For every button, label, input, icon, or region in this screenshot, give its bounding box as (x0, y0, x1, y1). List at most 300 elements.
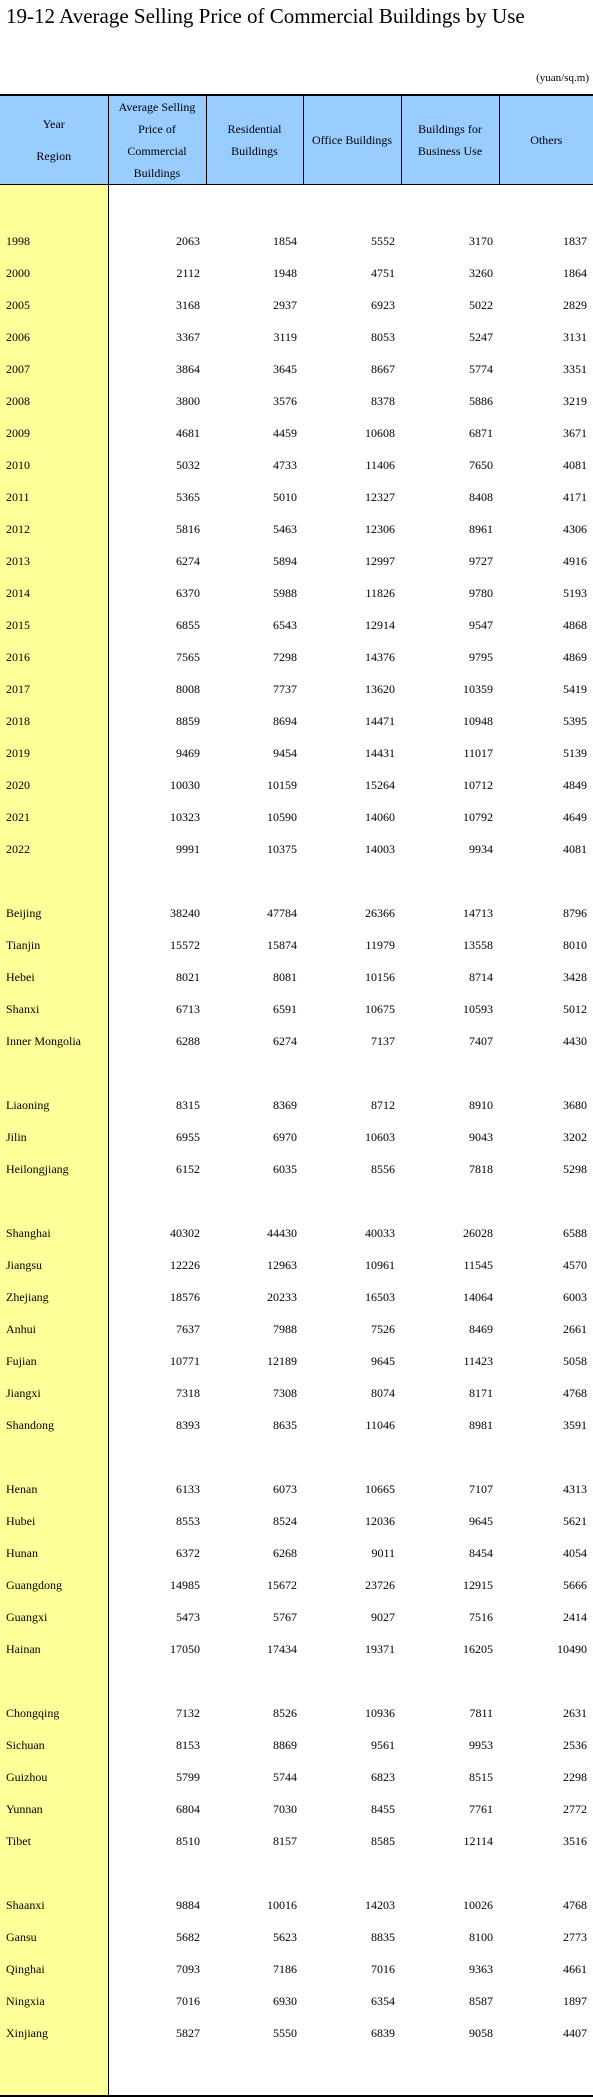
spacer-cell (108, 1857, 206, 1889)
row-label: Fujian (0, 1345, 108, 1377)
value-cell: 9991 (176, 841, 200, 856)
spacer-cell (401, 1665, 499, 1697)
value-cell: 10948 (463, 713, 493, 728)
row-label: Shanxi (0, 993, 108, 1025)
spacer-cell (108, 1057, 206, 1089)
value-cell: 4430 (563, 1033, 587, 1048)
value-cell: 12226 (170, 1257, 200, 1272)
value-cell: 10323 (170, 809, 200, 824)
value-cell: 8859 (176, 713, 200, 728)
value-cell: 3260 (469, 265, 493, 280)
value-cell: 3864 (176, 361, 200, 376)
table-row (0, 1793, 593, 1825)
table-row (0, 1249, 593, 1281)
value-cell: 7650 (469, 457, 493, 472)
value-cell: 9469 (176, 745, 200, 760)
value-cell: 5682 (176, 1929, 200, 1944)
table-row (0, 609, 593, 641)
table-row (0, 1377, 593, 1409)
row-label: Hebei (0, 961, 108, 993)
value-cell: 4868 (563, 617, 587, 632)
table-row (0, 1313, 593, 1345)
value-cell: 12306 (365, 521, 395, 536)
row-label: 2019 (0, 737, 108, 769)
value-cell: 3119 (273, 329, 297, 344)
value-cell: 10016 (267, 1897, 297, 1912)
row-label: 2017 (0, 673, 108, 705)
table-row (0, 1761, 593, 1793)
value-cell: 6955 (176, 1129, 200, 1144)
value-cell: 8369 (273, 1097, 297, 1112)
value-cell: 17434 (267, 1641, 297, 1656)
row-label: Shandong (0, 1409, 108, 1441)
table-row (0, 2017, 593, 2049)
value-cell: 6372 (176, 1545, 200, 1560)
value-cell: 3367 (176, 329, 200, 344)
table-row (0, 289, 593, 321)
value-cell: 11046 (365, 1417, 395, 1432)
value-cell: 5419 (563, 681, 587, 696)
value-cell: 8556 (371, 1161, 395, 1176)
value-cell: 8526 (273, 1705, 297, 1720)
value-cell: 8869 (273, 1737, 297, 1752)
value-cell: 8469 (469, 1321, 493, 1336)
value-cell: 3645 (273, 361, 297, 376)
value-cell: 8100 (469, 1929, 493, 1944)
value-cell: 3131 (563, 329, 587, 344)
row-label: Guizhou (0, 1761, 108, 1793)
value-cell: 3576 (273, 393, 297, 408)
header-office: Office Buildings (303, 95, 401, 185)
value-cell: 2298 (563, 1769, 587, 1784)
table-row (0, 1985, 593, 2017)
table-row (0, 1633, 593, 1665)
value-cell: 6288 (176, 1033, 200, 1048)
row-label: Jiangxi (0, 1377, 108, 1409)
value-cell: 8454 (469, 1545, 493, 1560)
value-cell: 9934 (469, 841, 493, 856)
value-cell: 7318 (176, 1385, 200, 1400)
value-cell: 3671 (563, 425, 587, 440)
spacer-cell (499, 1185, 593, 1217)
row-label: Tibet (0, 1825, 108, 1857)
row-label: Yunnan (0, 1793, 108, 1825)
row-label: Beijing (0, 897, 108, 929)
spacer-cell (206, 1057, 303, 1089)
row-label: Zhejiang (0, 1281, 108, 1313)
spacer-cell (0, 1857, 108, 1889)
row-label: 2007 (0, 353, 108, 385)
table-row (0, 449, 593, 481)
header-business: Buildings for Business Use (401, 95, 499, 185)
value-cell: 10490 (557, 1641, 587, 1656)
value-cell: 7107 (469, 1481, 493, 1496)
value-cell: 12997 (365, 553, 395, 568)
value-cell: 1864 (563, 265, 587, 280)
spacer-cell (499, 865, 593, 897)
value-cell: 14003 (365, 841, 395, 856)
value-cell: 17050 (170, 1641, 200, 1656)
value-cell: 7737 (273, 681, 297, 696)
value-cell: 7137 (371, 1033, 395, 1048)
table-row (0, 737, 593, 769)
spacer-cell (303, 1665, 401, 1697)
value-cell: 5010 (273, 489, 297, 504)
row-label: 1998 (0, 225, 108, 257)
spacer-row (0, 1185, 593, 1217)
value-cell: 14064 (463, 1289, 493, 1304)
value-cell: 6804 (176, 1801, 200, 1816)
value-cell: 9058 (469, 2025, 493, 2040)
value-cell: 6588 (563, 1225, 587, 1240)
value-cell: 8408 (469, 489, 493, 504)
row-label: Chongqing (0, 1697, 108, 1729)
table-row (0, 1921, 593, 1953)
value-cell: 3516 (563, 1833, 587, 1848)
value-cell: 10159 (267, 777, 297, 792)
spacer-row (0, 1857, 593, 1889)
value-cell: 5767 (273, 1609, 297, 1624)
row-label: Hainan (0, 1633, 108, 1665)
row-label: Shanghai (0, 1217, 108, 1249)
table-row (0, 801, 593, 833)
value-cell: 8524 (273, 1513, 297, 1528)
value-cell: 5799 (176, 1769, 200, 1784)
row-label: Qinghai (0, 1953, 108, 1985)
spacer-cell (0, 1057, 108, 1089)
value-cell: 12036 (365, 1513, 395, 1528)
value-cell: 7186 (273, 1961, 297, 1976)
spacer-cell (499, 1441, 593, 1473)
value-cell: 15874 (267, 937, 297, 952)
row-label: Jiangsu (0, 1249, 108, 1281)
table-row (0, 1409, 593, 1441)
header-row (0, 95, 593, 185)
value-cell: 2536 (563, 1737, 587, 1752)
table-row (0, 1729, 593, 1761)
value-cell: 11423 (463, 1353, 493, 1368)
value-cell: 8910 (469, 1097, 493, 1112)
row-label: Hunan (0, 1537, 108, 1569)
value-cell: 9953 (469, 1737, 493, 1752)
spacer-cell (499, 1057, 593, 1089)
row-label: 2020 (0, 769, 108, 801)
row-label: Xinjiang (0, 2017, 108, 2049)
spacer-cell (303, 1857, 401, 1889)
value-cell: 10771 (170, 1353, 200, 1368)
value-cell: 10590 (267, 809, 297, 824)
value-cell: 7093 (176, 1961, 200, 1976)
value-cell: 6930 (273, 1993, 297, 2008)
value-cell: 8667 (371, 361, 395, 376)
table-row (0, 321, 593, 353)
value-cell: 40033 (365, 1225, 395, 1240)
spacer-cell (499, 1665, 593, 1697)
value-cell: 8157 (273, 1833, 297, 1848)
table-row (0, 673, 593, 705)
value-cell: 6855 (176, 617, 200, 632)
value-cell: 10712 (463, 777, 493, 792)
value-cell: 14471 (365, 713, 395, 728)
value-cell: 6274 (273, 1033, 297, 1048)
value-cell: 8835 (371, 1929, 395, 1944)
row-label: 2000 (0, 257, 108, 289)
spacer-cell (303, 1185, 401, 1217)
row-label: 2008 (0, 385, 108, 417)
row-label: 2011 (0, 481, 108, 513)
value-cell: 9645 (469, 1513, 493, 1528)
value-cell: 6923 (371, 297, 395, 312)
value-cell: 7988 (273, 1321, 297, 1336)
value-cell: 8008 (176, 681, 200, 696)
spacer-row (0, 1057, 593, 1089)
value-cell: 9043 (469, 1129, 493, 1144)
value-cell: 15672 (267, 1577, 297, 1592)
header-residential: Residential Buildings (206, 95, 303, 185)
row-label: Hubei (0, 1505, 108, 1537)
value-cell: 10593 (463, 1001, 493, 1016)
table-row (0, 353, 593, 385)
row-label: 2006 (0, 321, 108, 353)
value-cell: 8694 (273, 713, 297, 728)
row-label: Shaanxi (0, 1889, 108, 1921)
value-cell: 9547 (469, 617, 493, 632)
row-label: 2010 (0, 449, 108, 481)
spacer-cell (108, 1441, 206, 1473)
table-row (0, 1569, 593, 1601)
value-cell: 10026 (463, 1897, 493, 1912)
value-cell: 15264 (365, 777, 395, 792)
value-cell: 8153 (176, 1737, 200, 1752)
value-cell: 4768 (563, 1385, 587, 1400)
spacer-cell (303, 185, 401, 226)
spacer-cell (206, 185, 303, 226)
row-label: Ningxia (0, 1985, 108, 2017)
spacer-cell (206, 1857, 303, 1889)
table-row (0, 1473, 593, 1505)
value-cell: 8712 (371, 1097, 395, 1112)
value-cell: 6035 (273, 1161, 297, 1176)
value-cell: 12327 (365, 489, 395, 504)
value-cell: 2937 (273, 297, 297, 312)
row-label: 2012 (0, 513, 108, 545)
value-cell: 6823 (371, 1769, 395, 1784)
row-label: Henan (0, 1473, 108, 1505)
value-cell: 8010 (563, 937, 587, 952)
value-cell: 4849 (563, 777, 587, 792)
value-cell: 3800 (176, 393, 200, 408)
spacer-cell (0, 1185, 108, 1217)
value-cell: 4313 (563, 1481, 587, 1496)
table-row (0, 641, 593, 673)
value-cell: 8074 (371, 1385, 395, 1400)
value-cell: 7132 (176, 1705, 200, 1720)
value-cell: 9454 (273, 745, 297, 760)
value-cell: 11826 (365, 585, 395, 600)
value-cell: 6543 (273, 617, 297, 632)
value-cell: 10608 (365, 425, 395, 440)
table-row (0, 385, 593, 417)
value-cell: 10675 (365, 1001, 395, 1016)
value-cell: 16503 (365, 1289, 395, 1304)
spacer-row (0, 865, 593, 897)
spacer-cell (401, 185, 499, 226)
value-cell: 12189 (267, 1353, 297, 1368)
value-cell: 5058 (563, 1353, 587, 1368)
value-cell: 5365 (176, 489, 200, 504)
value-cell: 1897 (563, 1993, 587, 2008)
table-row (0, 1825, 593, 1857)
value-cell: 8378 (371, 393, 395, 408)
spacer-cell (401, 1057, 499, 1089)
value-cell: 9561 (371, 1737, 395, 1752)
table-row (0, 897, 593, 929)
value-cell: 5744 (273, 1769, 297, 1784)
spacer-cell (303, 1057, 401, 1089)
spacer-cell (401, 865, 499, 897)
value-cell: 15572 (170, 937, 200, 952)
value-cell: 4733 (273, 457, 297, 472)
value-cell: 3170 (469, 233, 493, 248)
table-row (0, 1537, 593, 1569)
row-label: 2015 (0, 609, 108, 641)
value-cell: 38240 (170, 905, 200, 920)
value-cell: 2661 (563, 1321, 587, 1336)
value-cell: 5621 (563, 1513, 587, 1528)
value-cell: 2414 (563, 1609, 587, 1624)
value-cell: 6152 (176, 1161, 200, 1176)
value-cell: 47784 (267, 905, 297, 920)
value-cell: 14376 (365, 649, 395, 664)
value-cell: 6133 (176, 1481, 200, 1496)
table-row (0, 705, 593, 737)
value-cell: 7526 (371, 1321, 395, 1336)
value-cell: 8961 (469, 521, 493, 536)
value-cell: 2772 (563, 1801, 587, 1816)
spacer-cell (0, 865, 108, 897)
table-row (0, 257, 593, 289)
value-cell: 8053 (371, 329, 395, 344)
value-cell: 2063 (176, 233, 200, 248)
value-cell: 5247 (469, 329, 493, 344)
value-cell: 4570 (563, 1257, 587, 1272)
table-row (0, 769, 593, 801)
value-cell: 12114 (463, 1833, 493, 1848)
value-cell: 44430 (267, 1225, 297, 1240)
value-cell: 14060 (365, 809, 395, 824)
spacer-cell (206, 1441, 303, 1473)
value-cell: 10375 (267, 841, 297, 856)
value-cell: 5886 (469, 393, 493, 408)
value-cell: 7565 (176, 649, 200, 664)
table-row (0, 1025, 593, 1057)
value-cell: 19371 (365, 1641, 395, 1656)
row-label: Inner Mongolia (0, 1025, 108, 1057)
value-cell: 10359 (463, 681, 493, 696)
value-cell: 6268 (273, 1545, 297, 1560)
table-row (0, 1505, 593, 1537)
value-cell: 4081 (563, 841, 587, 856)
spacer-cell (303, 865, 401, 897)
value-cell: 9727 (469, 553, 493, 568)
value-cell: 9027 (371, 1609, 395, 1624)
value-cell: 5022 (469, 297, 493, 312)
value-cell: 8796 (563, 905, 587, 920)
value-cell: 7516 (469, 1609, 493, 1624)
value-cell: 1948 (273, 265, 297, 280)
value-cell: 6073 (273, 1481, 297, 1496)
value-cell: 6970 (273, 1129, 297, 1144)
value-cell: 7298 (273, 649, 297, 664)
spacer-cell (401, 1441, 499, 1473)
value-cell: 3428 (563, 969, 587, 984)
spacer-cell (499, 1857, 593, 1889)
value-cell: 8587 (469, 1993, 493, 2008)
value-cell: 8315 (176, 1097, 200, 1112)
row-label: Jilin (0, 1121, 108, 1153)
value-cell: 2631 (563, 1705, 587, 1720)
table-row (0, 1089, 593, 1121)
spacer-cell (0, 1441, 108, 1473)
value-cell: 5623 (273, 1929, 297, 1944)
value-cell: 5193 (563, 585, 587, 600)
value-cell: 23726 (365, 1577, 395, 1592)
value-cell: 5816 (176, 521, 200, 536)
value-cell: 14203 (365, 1897, 395, 1912)
value-cell: 5988 (273, 585, 297, 600)
value-cell: 12914 (365, 617, 395, 632)
value-cell: 7016 (371, 1961, 395, 1976)
value-cell: 40302 (170, 1225, 200, 1240)
value-cell: 6354 (371, 1993, 395, 2008)
spacer-cell (108, 865, 206, 897)
value-cell: 13620 (365, 681, 395, 696)
value-cell: 5827 (176, 2025, 200, 2040)
table-row (0, 225, 593, 257)
value-cell: 10665 (365, 1481, 395, 1496)
value-cell: 10030 (170, 777, 200, 792)
spacer-cell (303, 1441, 401, 1473)
value-cell: 9011 (371, 1545, 395, 1560)
value-cell: 8393 (176, 1417, 200, 1432)
spacer-cell (0, 185, 108, 226)
value-cell: 7818 (469, 1161, 493, 1176)
table-body (0, 185, 593, 2097)
table-row (0, 833, 593, 865)
value-cell: 4459 (273, 425, 297, 440)
row-label: 2005 (0, 289, 108, 321)
spacer-cell (499, 185, 593, 226)
value-cell: 5032 (176, 457, 200, 472)
table-row (0, 481, 593, 513)
value-cell: 7407 (469, 1033, 493, 1048)
value-cell: 4306 (563, 521, 587, 536)
value-cell: 4751 (371, 265, 395, 280)
value-cell: 5473 (176, 1609, 200, 1624)
unit-label: (yuan/sq.m) (536, 72, 589, 84)
value-cell: 3591 (563, 1417, 587, 1432)
row-label: Gansu (0, 1921, 108, 1953)
value-cell: 5774 (469, 361, 493, 376)
table-row (0, 1281, 593, 1313)
value-cell: 16205 (463, 1641, 493, 1656)
value-cell: 14713 (463, 905, 493, 920)
table-row (0, 993, 593, 1025)
value-cell: 8981 (469, 1417, 493, 1432)
header-average-price: Average Selling Price of Commercial Buildings (108, 95, 206, 185)
spacer-cell (206, 1185, 303, 1217)
value-cell: 6839 (371, 2025, 395, 2040)
